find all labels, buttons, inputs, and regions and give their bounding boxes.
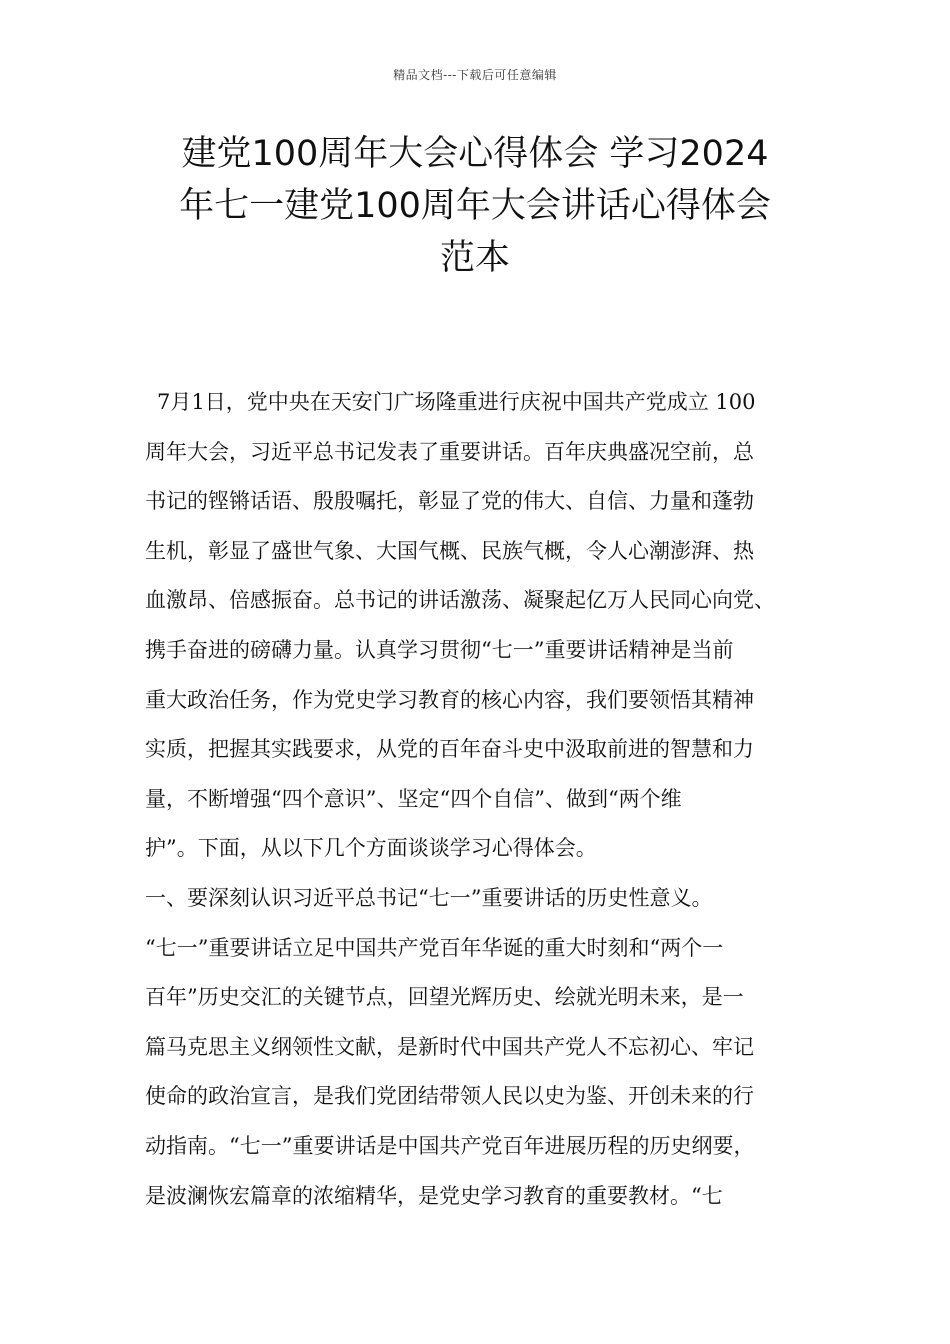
section-heading: 一、要深刻认识习近平总书记“七一”重要讲话的历史性意义。 [145, 885, 713, 910]
body-line: 护”。下面，从以下几个方面谈谈学习心得体会。 [145, 836, 597, 861]
body-line: 周年大会，习近平总书记发表了重要讲话。百年庆典盛况空前，总 [145, 439, 754, 464]
title-line-1: 建党100周年大会心得体会 学习2024 [181, 134, 769, 174]
title-line-2: 年七一建党100周年大会讲话心得体会 [179, 186, 771, 226]
body-line: 使命的政治宣言，是我们党团结带领人民以史为鉴、开创未来的行 [145, 1084, 754, 1109]
header-note: 精品文档---下载后可任意编辑 [393, 68, 557, 82]
body-line: 书记的铿锵话语、殷殷嘱托，彰显了党的伟大、自信、力量和蓬勃 [145, 489, 754, 514]
body-line: “七一”重要讲话立足中国共产党百年华诞的重大时刻和“两个一 [145, 935, 724, 960]
title-line-3: 范本 [439, 238, 510, 278]
body-line: 量，不断增强“四个意识”、坚定“四个自信”、做到“两个维 [145, 786, 682, 811]
body-line: 携手奋进的磅礴力量。认真学习贯彻“七一”重要讲话精神是当前 [145, 637, 734, 662]
document-body [145, 378, 815, 1221]
body-line: 是波澜恢宏篇章的浓缩精华，是党史学习教育的重要教材。“七 [145, 1183, 723, 1208]
body-line: 重大政治任务，作为党史学习教育的核心内容，我们要领悟其精神 [145, 687, 754, 712]
body-line: 动指南。“七一”重要讲话是中国共产党百年进展历程的历史纲要， [145, 1133, 755, 1158]
body-line: 篇马克思主义纲领性文献，是新时代中国共产党人不忘初心、牢记 [145, 1034, 754, 1059]
document-title [130, 128, 820, 284]
body-line: 7月1日，党中央在天安门广场隆重进行庆祝中国共产党成立 100 [157, 390, 756, 414]
body-line: 生机，彰显了盛世气象、大国气概、民族气概，令人心潮澎湃、热 [145, 538, 754, 563]
body-line: 实质，把握其实践要求，从党的百年奋斗史中汲取前进的智慧和力 [145, 737, 754, 762]
body-line: 血激昂、倍感振奋。总书记的讲话激荡、凝聚起亿万人民同心向党、 [145, 588, 775, 613]
body-line: 百年”历史交汇的关键节点，回望光辉历史、绘就光明未来，是一 [145, 985, 744, 1010]
